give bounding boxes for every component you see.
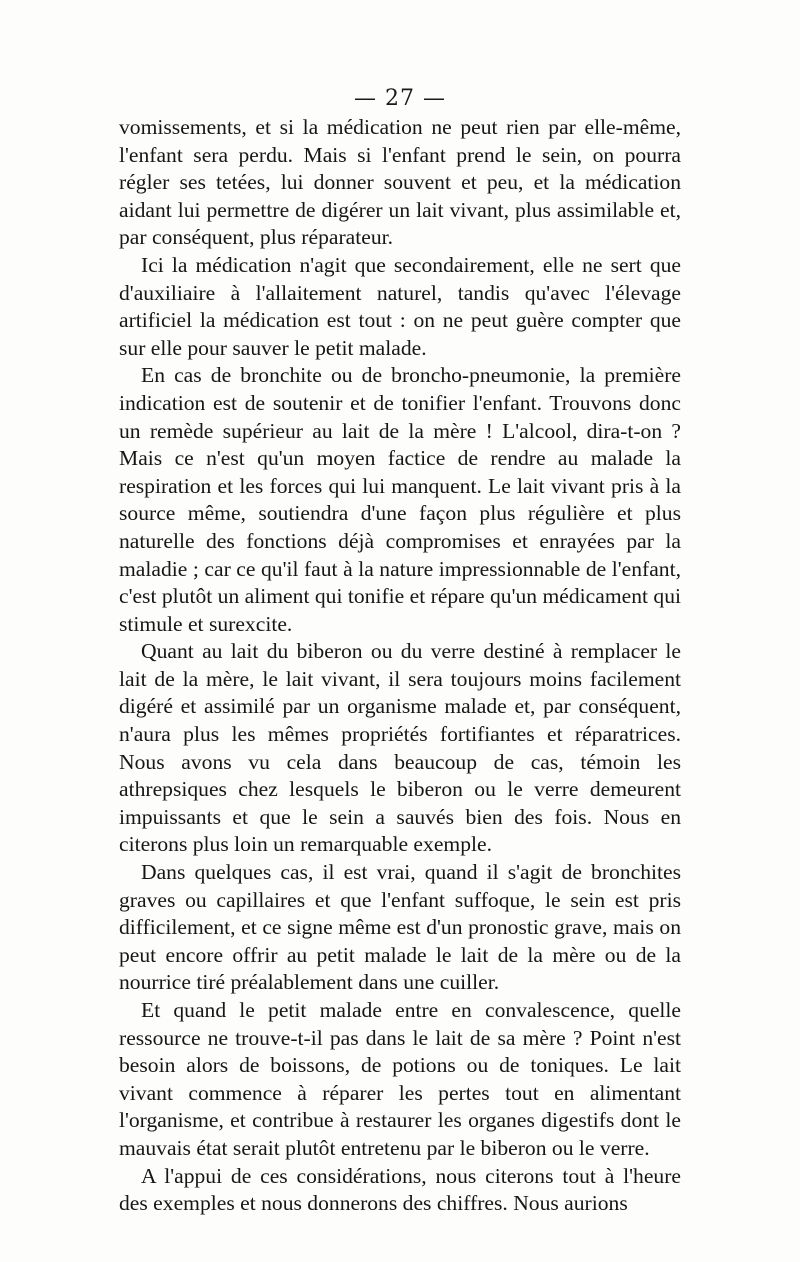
paragraph-7: A l'appui de ces considérations, nous citerons tout à l'heure des exemples et nous donnerons des chiffres. Nous aurions xyxy=(119,1163,681,1216)
paragraph-5: Dans quelques cas, il est vrai, quand il s'agit de bronchites graves ou capillaires et que l'enfant suffoque, le sein est pris difficilement, et ce signe même est d'un pronostic grave, mais on peut encore offrir au petit malade le lait de la mère ou de la nourrice tiré préalablement dans une cuiller. xyxy=(119,860,681,995)
paragraph-4: Quant au lait du biberon ou du verre destiné à remplacer le lait de la mère, le lait vivant, il sera toujours moins facilement digéré et assimilé par un organisme malade et, par conséquent, n'aura plus les mêmes propriétés fortifiantes et réparatrices. Nous avons vu cela dans beaucoup de cas, témoin les athrepsiques chez lesquels le biberon ou le verre demeurent impuissants et que le sein a sauvés bien des fois. Nous en citerons plus loin un remarquable exemple. xyxy=(119,639,681,857)
paragraph-3: En cas de bronchite ou de broncho-pneumonie, la première indication est de soutenir et de tonifier l'enfant. Trouvons donc un remède supérieur au lait de la mère ! L'alcool, dira-t-on ? Mais ce n'est qu'un moyen factice de rendre au malade la respiration et les forces qui lui manquent. Le lait vivant pris à la source même, soutiendra d'une façon plus régulière et plus naturelle des fonctions déjà compromises et enrayées par la maladie ; car ce qu'il faut à la nature impressionnable de l'enfant, c'est plutôt un aliment qui tonifie et répare qu'un médicament qui stimule et surexcite. xyxy=(119,363,681,636)
page-number: — 27 — xyxy=(354,86,446,111)
body-text xyxy=(119,114,681,1218)
paragraph-6: Et quand le petit malade entre en convalescence, quelle ressource ne trouve-t-il pas dans le lait de sa mère ? Point n'est besoin alors de boissons, de potions ou de toniques. Le lait vivant commence à réparer les pertes tout en alimentant l'organisme, et contribue à restaurer les organes digestifs dont le mauvais état serait plutôt entretenu par le biberon ou le verre. xyxy=(119,998,681,1160)
paragraph-2: Ici la médication n'agit que secondairement, elle ne sert que d'auxiliaire à l'allaitement naturel, tandis qu'avec l'élevage artificiel la médication est tout : on ne peut guère compter que sur elle pour sauver le petit malade. xyxy=(119,252,681,360)
paragraph-1: vomissements, et si la médication ne peut rien par elle-même, l'enfant sera perdu. Mais si l'enfant prend le sein, on pourra régler ses tetées, lui donner souvent et peu, et la médication aidant lui permettre de digérer un lait vivant, plus assimilable et, par conséquent, plus réparateur. xyxy=(119,115,681,250)
